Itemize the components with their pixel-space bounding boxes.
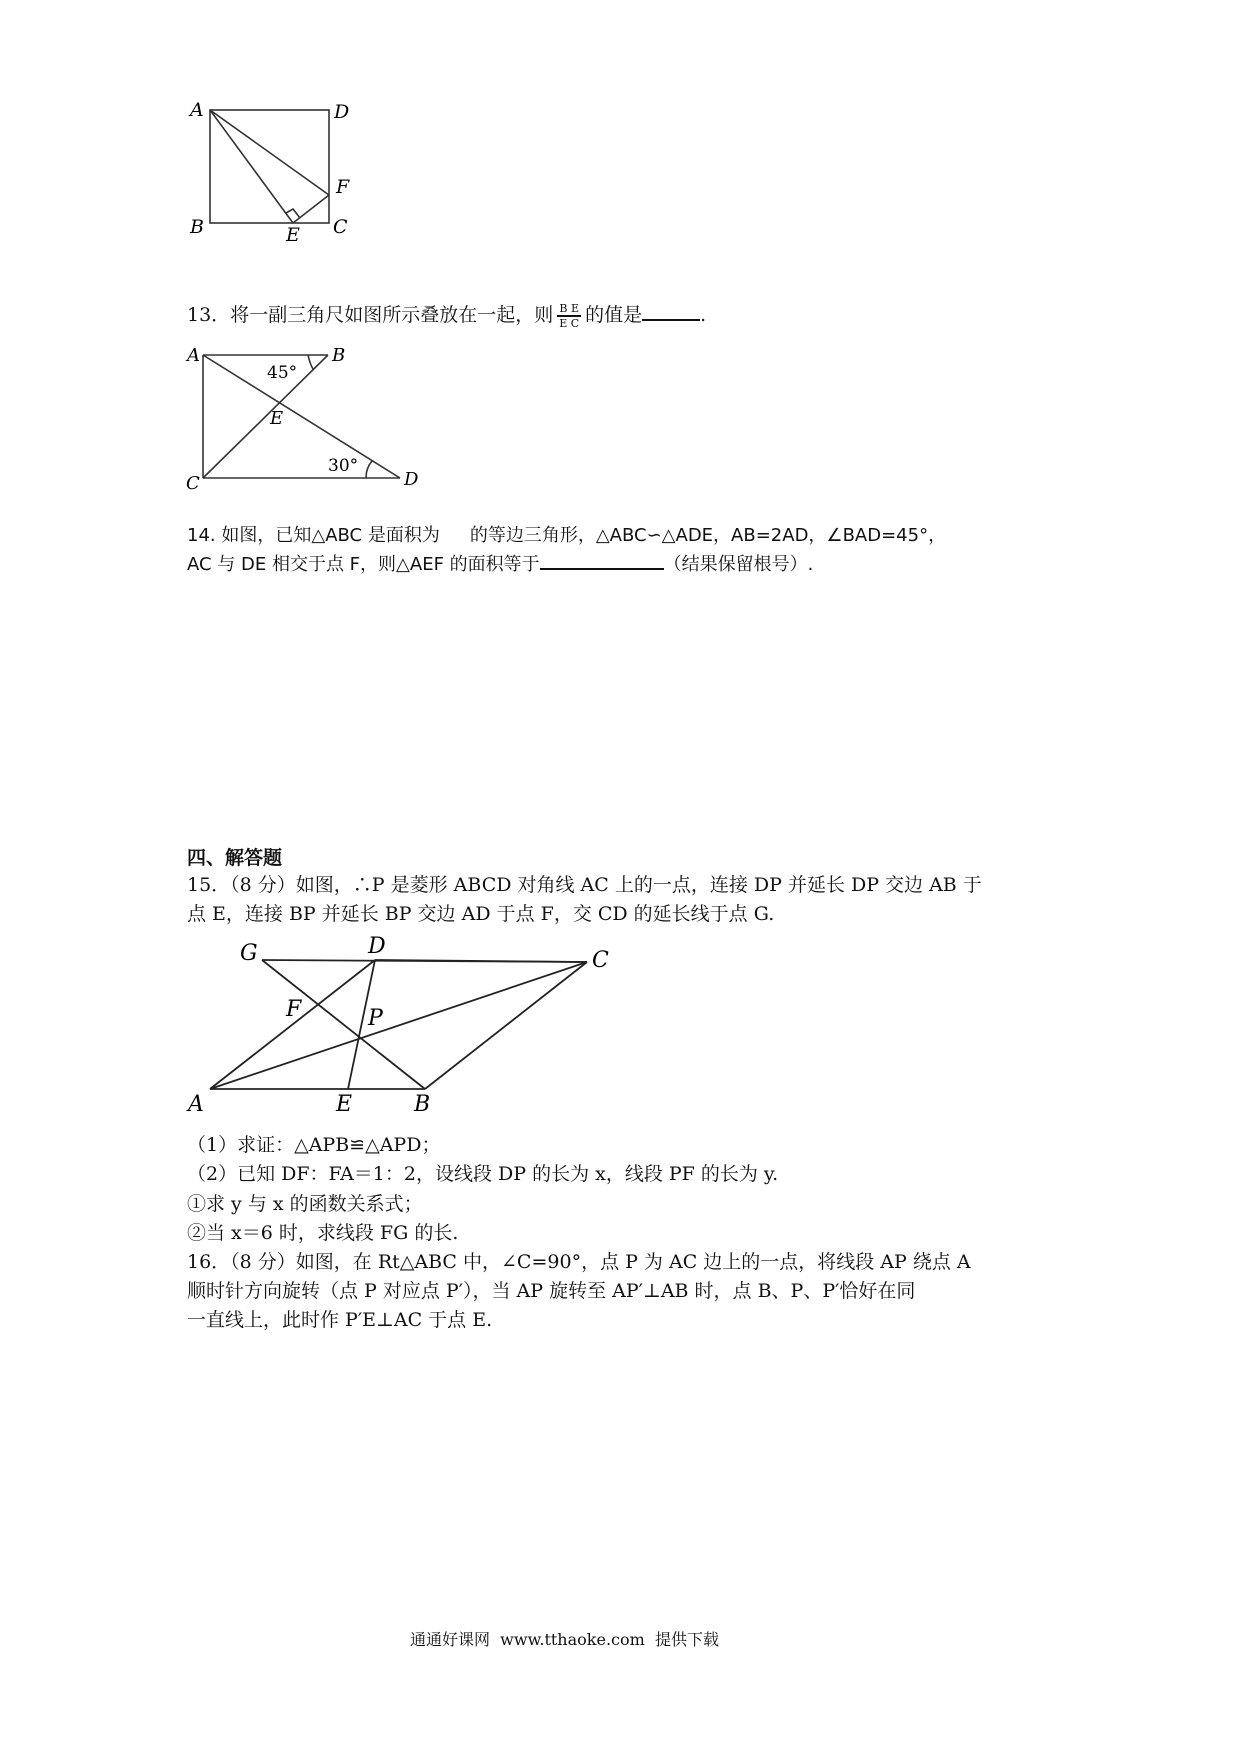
segment-ac — [210, 962, 587, 1089]
label-d: D — [334, 101, 350, 123]
label-f: F — [336, 176, 350, 198]
segment-cb — [203, 355, 328, 478]
q14-line1b: 的等边三角形，△ABC∽△ADE，AB=2AD，∠BAD=45°， — [469, 525, 947, 546]
segment-bc — [425, 962, 587, 1089]
q13-frac-numerator: B E — [557, 302, 581, 317]
label-g: G — [240, 941, 258, 966]
q15-sub1: （1）求证：△APB≌△APD； — [187, 1134, 441, 1156]
label-a: A — [188, 1092, 204, 1117]
q15-line2: 点 E，连接 BP 并延长 BP 交边 AD 于点 F，交 CD 的延长线于点 G. — [187, 903, 775, 925]
q13-number: 13． — [187, 304, 231, 326]
q16-line2: 顺时针方向旋转（点 P 对应点 P′），当 AP 旋转至 AP′⊥AB 时，点 B、P、P′恰好在同 — [187, 1280, 916, 1302]
angle-arc-30 — [366, 461, 372, 478]
q13-fraction — [557, 302, 581, 330]
label-p: P — [368, 1006, 383, 1031]
q15-sub2a: ①求 y 与 x 的函数关系式； — [187, 1193, 423, 1215]
label-d: D — [368, 934, 386, 959]
question-13 — [187, 300, 706, 330]
section-heading: 四、解答题 — [187, 847, 283, 869]
angle-arc-45 — [308, 355, 313, 369]
q13-text-before: 将一副三角尺如图所示叠放在一起，则 — [230, 304, 554, 326]
label-a: A — [187, 345, 200, 366]
label-e: E — [286, 224, 300, 246]
label-c: C — [333, 216, 348, 238]
square-abcd — [210, 110, 329, 223]
q16-line1: 16．（8 分）如图，在 Rt△ABC 中，∠C=90°，点 P 为 AC 边上的一点，将线段 AP 绕点 A — [187, 1251, 971, 1273]
angle-45-label: 45° — [267, 363, 298, 383]
figure-set-squares — [180, 340, 430, 500]
segment-ad — [210, 960, 375, 1089]
segment-af — [210, 110, 329, 195]
q16-line3: 一直线上，此时作 P′E⊥AC 于点 E. — [187, 1309, 493, 1331]
q15-sub2: （2）已知 DF：FA＝1：2，设线段 DP 的长为 x，线段 PF 的长为 y. — [187, 1163, 779, 1185]
figure-square-aef — [180, 95, 380, 255]
label-b: B — [190, 216, 204, 238]
q15-sub2b: ②当 x＝6 时，求线段 FG 的长. — [187, 1222, 459, 1244]
q14-answer-blank[interactable] — [540, 550, 664, 570]
label-e: E — [270, 408, 284, 429]
figure-rhombus — [180, 930, 620, 1120]
q15-line1: 15．（8 分）如图，∴P 是菱形 ABCD 对角线 AC 上的一点，连接 DP 并延长 DP 交边 AB 于 — [187, 874, 982, 896]
label-c: C — [186, 473, 200, 494]
angle-30-label: 30° — [328, 456, 359, 476]
q13-answer-blank[interactable] — [642, 301, 700, 321]
question-14-line2 — [187, 550, 813, 580]
label-e: E — [336, 1092, 353, 1117]
q14-line2a: AC 与 DE 相交于点 F，则△AEF 的面积等于 — [187, 554, 540, 575]
question-14-line1 — [187, 521, 946, 551]
q13-frac-denominator: E C — [559, 317, 580, 330]
label-c: C — [592, 948, 609, 973]
q13-tail: . — [700, 304, 707, 326]
label-b: B — [332, 345, 346, 366]
segment-ef — [293, 195, 329, 223]
label-f: F — [286, 997, 302, 1022]
label-b: B — [414, 1092, 431, 1117]
page-footer: 通通好课网 www.tthaoke.com 提供下载 — [410, 1630, 719, 1649]
q13-text-after: 的值是 — [585, 304, 643, 326]
segment-ad — [203, 355, 400, 478]
q14-line1a: 14. 如图，已知△ABC 是面积为 — [187, 525, 440, 546]
segment-ae — [210, 110, 293, 223]
q14-line2b: （结果保留根号）. — [663, 554, 814, 575]
label-a: A — [190, 99, 204, 121]
label-d: D — [404, 469, 419, 490]
